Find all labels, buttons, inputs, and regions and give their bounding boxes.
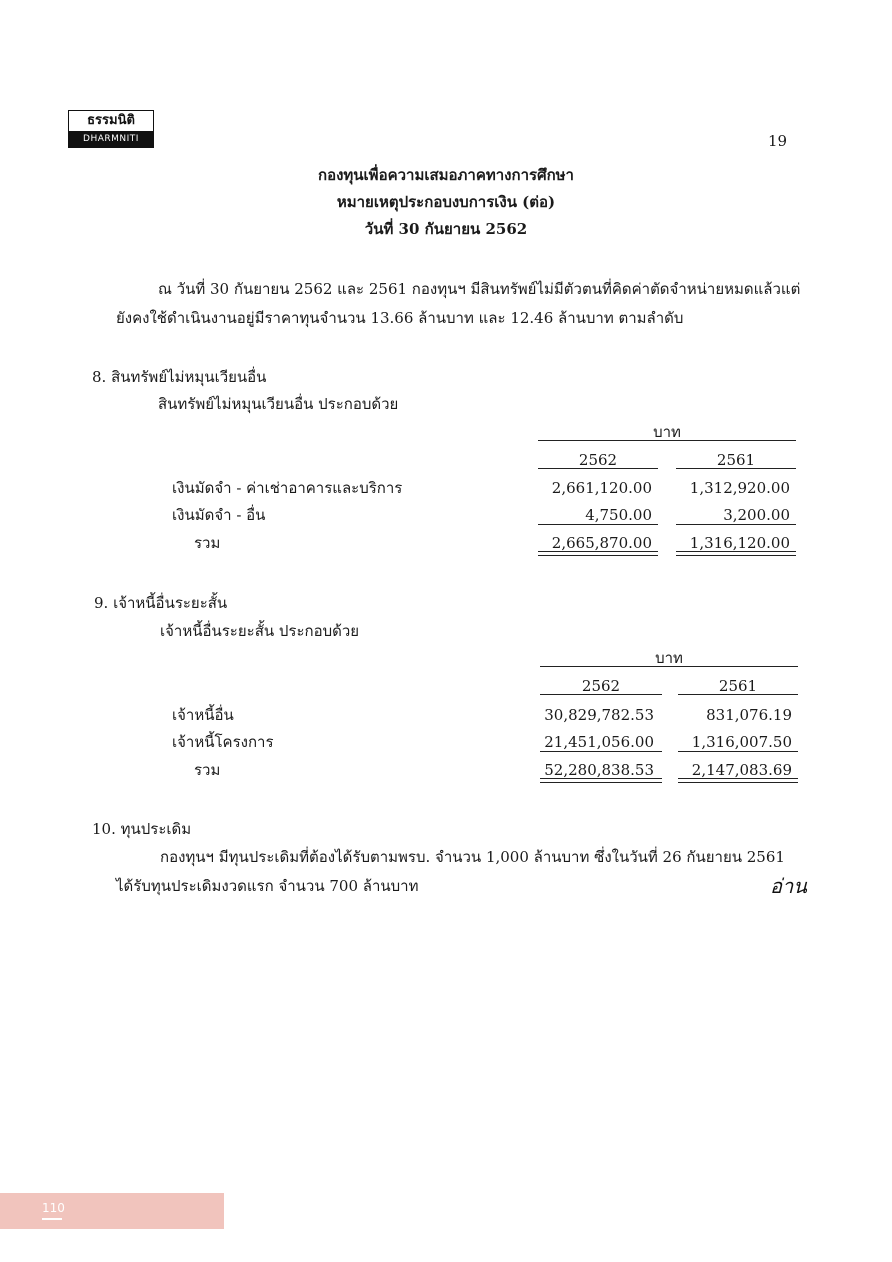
page-number: 19	[768, 132, 788, 150]
dharmniti-logo	[68, 110, 154, 148]
note10-title: 10. ทุนประเดิม	[92, 820, 192, 838]
note8-col-2562: 2562	[578, 451, 618, 469]
logo-latin-text: DHARMNITI	[69, 131, 153, 147]
note8-subtotal-line-2	[676, 524, 796, 525]
note9-unit-underline	[540, 666, 798, 667]
note8-row1-2562: 2,661,120.00	[551, 479, 652, 497]
note9-total-2561: 2,147,083.69	[691, 761, 792, 779]
note8-row1-label: เงินมัดจำ - ค่าเช่าอาคารและบริการ	[172, 479, 403, 497]
note8-subtotal-line-1	[538, 524, 658, 525]
note10-line-2: ได้รับทุนประเดิมงวดแรก จำนวน 700 ล้านบาท	[116, 877, 419, 895]
footer-page-number: 110	[42, 1201, 65, 1215]
note9-row2-2562: 21,451,056.00	[544, 733, 654, 751]
footer-page-tab	[0, 1193, 224, 1229]
note8-unit: บาท	[653, 423, 681, 441]
note9-title: 9. เจ้าหนี้อื่นระยะสั้น	[94, 594, 228, 612]
header-date: วันที่ 30 กันยายน 2562	[364, 220, 528, 238]
note9-subtitle: เจ้าหนี้อื่นระยะสั้น ประกอบด้วย	[160, 622, 360, 640]
note9-total-double-line-1	[540, 778, 662, 783]
note10-line-1: กองทุนฯ มีทุนประเดิมที่ต้องได้รับตามพรบ. จำนวน 1,000 ล้านบาท ซึ่งในวันที่ 26 กันยายน 2561	[160, 848, 785, 866]
note9-row1-2561: 831,076.19	[706, 706, 792, 724]
note8-total-double-line-1	[538, 551, 658, 556]
note9-subtotal-line-1	[540, 751, 662, 752]
note8-total-2562: 2,665,870.00	[551, 534, 652, 552]
note8-subtitle: สินทรัพย์ไม่หมุนเวียนอื่น ประกอบด้วย	[158, 395, 399, 413]
note8-row2-2562: 4,750.00	[585, 506, 652, 524]
note8-col1-underline	[538, 468, 658, 469]
footer-page-underline	[42, 1218, 62, 1220]
note9-total-label: รวม	[194, 761, 221, 779]
note8-col2-underline	[676, 468, 796, 469]
note8-row2-2561: 3,200.00	[723, 506, 790, 524]
note8-total-label: รวม	[194, 534, 221, 552]
note9-total-double-line-2	[678, 778, 798, 783]
note9-col2-underline	[678, 694, 798, 695]
note9-subtotal-line-2	[678, 751, 798, 752]
note8-title: 8. สินทรัพย์ไม่หมุนเวียนอื่น	[92, 368, 267, 386]
note8-col-2561: 2561	[716, 451, 756, 469]
note9-row2-2561: 1,316,007.50	[691, 733, 792, 751]
note9-col-2561: 2561	[718, 677, 758, 695]
header-title: กองทุนเพื่อความเสมอภาคทางการศึกษา	[318, 166, 574, 184]
handwritten-signature: อ่าน	[770, 874, 807, 898]
note8-row1-2561: 1,312,920.00	[689, 479, 790, 497]
note9-total-2562: 52,280,838.53	[544, 761, 654, 779]
logo-thai-text: ธรรมนิติ	[69, 111, 153, 131]
note8-row2-label: เงินมัดจำ - อื่น	[172, 506, 266, 524]
note9-row2-label: เจ้าหนี้โครงการ	[172, 733, 274, 751]
note8-unit-underline	[538, 440, 796, 441]
note9-row1-2562: 30,829,782.53	[544, 706, 654, 724]
note9-row1-label: เจ้าหนี้อื่น	[172, 706, 234, 724]
note8-total-double-line-2	[676, 551, 796, 556]
note9-col-2562: 2562	[581, 677, 621, 695]
note8-total-2561: 1,316,120.00	[689, 534, 790, 552]
intro-line-1: ณ วันที่ 30 กันยายน 2562 และ 2561 กองทุนฯ มีสินทรัพย์ไม่มีตัวตนที่คิดค่าตัดจำหน่ายหมดแล้วแต่	[158, 280, 801, 298]
header-subtitle: หมายเหตุประกอบงบการเงิน (ต่อ)	[336, 193, 556, 211]
intro-line-2: ยังคงใช้ดำเนินงานอยู่มีราคาทุนจำนวน 13.66 ล้านบาท และ 12.46 ล้านบาท ตามลำดับ	[116, 309, 684, 327]
note9-col1-underline	[540, 694, 662, 695]
note9-unit: บาท	[655, 649, 683, 667]
